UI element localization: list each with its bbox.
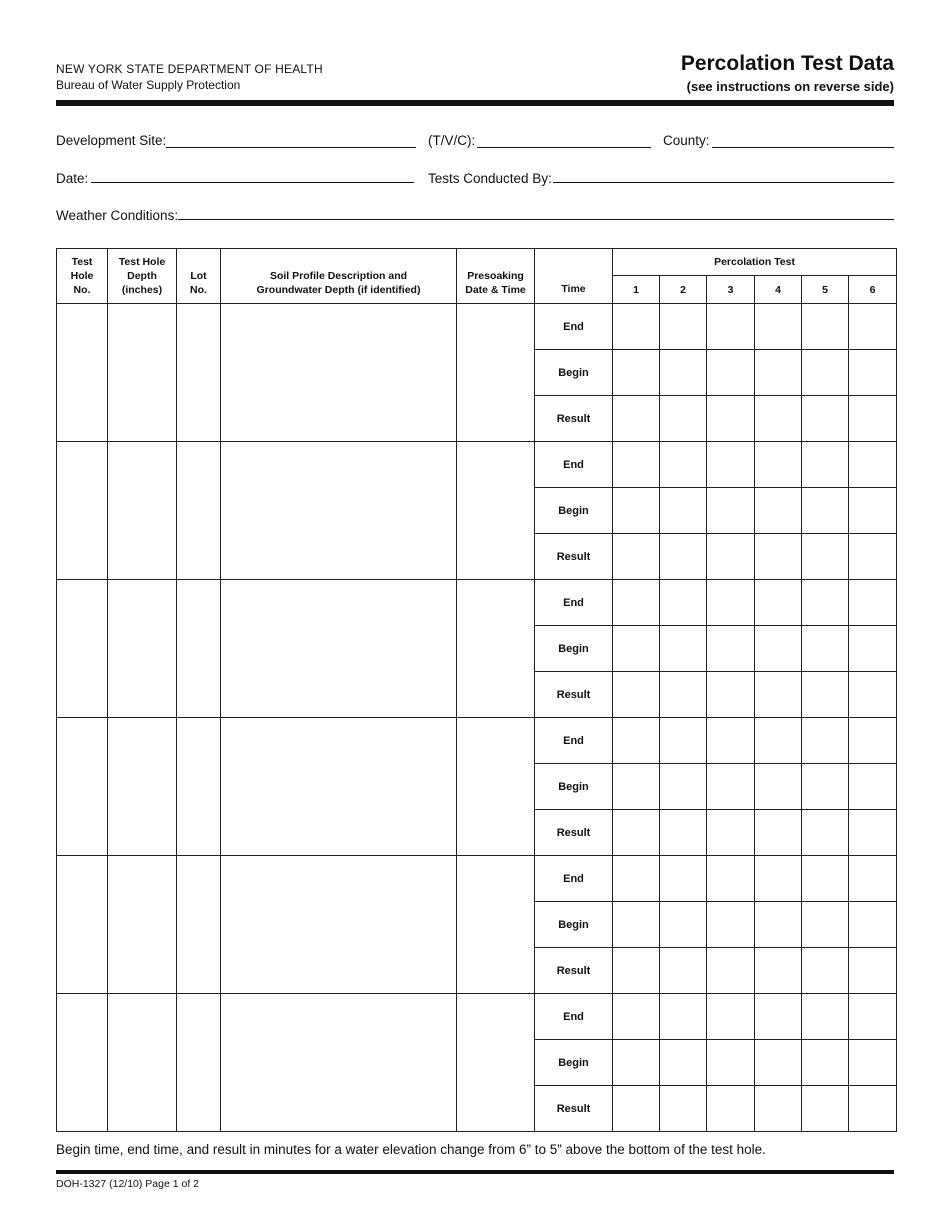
test-1-cell[interactable] [613, 1040, 660, 1086]
test-5-cell[interactable] [802, 534, 849, 580]
test-6-cell[interactable] [849, 856, 897, 902]
test-5-cell[interactable] [802, 580, 849, 626]
test-6-cell[interactable] [849, 718, 897, 764]
test-6-cell[interactable] [849, 764, 897, 810]
test-5-cell[interactable] [802, 350, 849, 396]
tests-conducted-by-line[interactable] [553, 182, 894, 183]
test-1-cell[interactable] [613, 718, 660, 764]
time-label-cell: Begin [535, 626, 613, 672]
header-lot-no [177, 249, 221, 304]
test-5-cell[interactable] [802, 810, 849, 856]
county-line[interactable] [712, 147, 894, 148]
test-6-cell[interactable] [849, 902, 897, 948]
tvc-label: (T/V/C): [428, 133, 476, 148]
test-1-cell[interactable] [613, 442, 660, 488]
test-1-cell[interactable] [613, 948, 660, 994]
test-2-cell[interactable] [660, 488, 707, 534]
time-label-cell: Begin [535, 764, 613, 810]
test-hole-no-cell[interactable] [57, 442, 108, 580]
presoaking-cell[interactable] [457, 304, 535, 442]
test-5-cell[interactable] [802, 856, 849, 902]
table-row [57, 718, 897, 764]
test-4-cell[interactable] [755, 764, 802, 810]
header-time-label: Time [561, 283, 586, 295]
depth-cell[interactable] [108, 718, 177, 856]
header-test-1: 1 [613, 276, 660, 304]
test-5-cell[interactable] [802, 488, 849, 534]
depth-cell[interactable] [108, 856, 177, 994]
lot-no-cell[interactable] [177, 856, 221, 994]
table-row [57, 994, 897, 1040]
tvc-line[interactable] [477, 147, 651, 148]
test-1-cell[interactable] [613, 994, 660, 1040]
test-2-cell[interactable] [660, 994, 707, 1040]
header-percolation-test [613, 249, 897, 276]
bureau-name: Bureau of Water Supply Protection [56, 78, 241, 92]
footer-note: Begin time, end time, and result in minutes for a water elevation change from 6” to 5” above the bottom of the test hole. [56, 1142, 766, 1157]
time-label-cell: End [535, 856, 613, 902]
test-1-cell[interactable] [613, 534, 660, 580]
test-1-cell[interactable] [613, 488, 660, 534]
weather-conditions-label: Weather Conditions: [56, 208, 179, 223]
test-4-cell[interactable] [755, 488, 802, 534]
header-test-6: 6 [849, 276, 897, 304]
test-6-cell[interactable] [849, 534, 897, 580]
test-2-cell[interactable] [660, 1086, 707, 1132]
test-6-cell[interactable] [849, 350, 897, 396]
test-4-cell[interactable] [755, 580, 802, 626]
test-3-cell[interactable] [707, 948, 755, 994]
test-6-cell[interactable] [849, 304, 897, 350]
test-5-cell[interactable] [802, 626, 849, 672]
time-label-cell: Result [535, 396, 613, 442]
test-5-cell[interactable] [802, 948, 849, 994]
table-row [57, 856, 897, 902]
header-line: Soil Profile Description and [269, 270, 408, 282]
soil-profile-cell[interactable] [221, 994, 457, 1132]
test-3-cell[interactable] [707, 580, 755, 626]
test-3-cell[interactable] [707, 534, 755, 580]
weather-conditions-line[interactable] [178, 219, 894, 220]
test-hole-no-cell[interactable] [57, 718, 108, 856]
time-label-cell: Result [535, 672, 613, 718]
presoaking-cell[interactable] [457, 580, 535, 718]
test-2-cell[interactable] [660, 672, 707, 718]
test-3-cell[interactable] [707, 718, 755, 764]
test-4-cell[interactable] [755, 856, 802, 902]
header-line: Depth [127, 270, 157, 282]
test-3-cell[interactable] [707, 442, 755, 488]
test-6-cell[interactable] [849, 994, 897, 1040]
form-subtitle: (see instructions on reverse side) [686, 79, 894, 94]
header-time [535, 249, 613, 304]
test-5-cell[interactable] [802, 1040, 849, 1086]
presoaking-cell[interactable] [457, 718, 535, 856]
test-2-cell[interactable] [660, 396, 707, 442]
test-3-cell[interactable] [707, 810, 755, 856]
soil-profile-cell[interactable] [221, 856, 457, 994]
header-line: Hole [70, 270, 94, 282]
test-4-cell[interactable] [755, 534, 802, 580]
lot-no-cell[interactable] [177, 718, 221, 856]
form-title: Percolation Test Data [680, 52, 894, 75]
test-5-cell[interactable] [802, 718, 849, 764]
test-4-cell[interactable] [755, 994, 802, 1040]
test-2-cell[interactable] [660, 948, 707, 994]
test-3-cell[interactable] [707, 1086, 755, 1132]
test-2-cell[interactable] [660, 764, 707, 810]
depth-cell[interactable] [108, 442, 177, 580]
test-hole-no-cell[interactable] [57, 856, 108, 994]
test-6-cell[interactable] [849, 810, 897, 856]
test-2-cell[interactable] [660, 350, 707, 396]
test-4-cell[interactable] [755, 948, 802, 994]
test-4-cell[interactable] [755, 1040, 802, 1086]
header-line: (inches) [121, 284, 163, 296]
test-1-cell[interactable] [613, 672, 660, 718]
lot-no-cell[interactable] [177, 442, 221, 580]
time-label-cell: End [535, 442, 613, 488]
time-label-cell: Begin [535, 1040, 613, 1086]
test-5-cell[interactable] [802, 902, 849, 948]
depth-cell[interactable] [108, 994, 177, 1132]
header-rule [56, 100, 894, 106]
test-1-cell[interactable] [613, 902, 660, 948]
time-label-cell: Begin [535, 902, 613, 948]
test-5-cell[interactable] [802, 672, 849, 718]
test-1-cell[interactable] [613, 856, 660, 902]
test-6-cell[interactable] [849, 1086, 897, 1132]
test-3-cell[interactable] [707, 488, 755, 534]
test-1-cell[interactable] [613, 764, 660, 810]
time-label-cell: End [535, 304, 613, 350]
time-label-cell: Begin [535, 350, 613, 396]
depth-cell[interactable] [108, 304, 177, 442]
depth-cell[interactable] [108, 580, 177, 718]
test-5-cell[interactable] [802, 764, 849, 810]
date-label: Date: [56, 171, 89, 186]
header-test-5: 5 [802, 276, 849, 304]
test-3-cell[interactable] [707, 1040, 755, 1086]
test-1-cell[interactable] [613, 580, 660, 626]
test-hole-no-cell[interactable] [57, 580, 108, 718]
header-line: Test [71, 256, 93, 268]
lot-no-cell[interactable] [177, 994, 221, 1132]
time-label-cell: Result [535, 948, 613, 994]
header-percolation-label: Percolation Test [714, 256, 795, 268]
time-label-cell: End [535, 994, 613, 1040]
test-4-cell[interactable] [755, 626, 802, 672]
test-5-cell[interactable] [802, 442, 849, 488]
time-label-cell: Result [535, 1086, 613, 1132]
presoaking-cell[interactable] [457, 856, 535, 994]
test-6-cell[interactable] [849, 442, 897, 488]
test-3-cell[interactable] [707, 626, 755, 672]
test-6-cell[interactable] [849, 626, 897, 672]
table-row [57, 304, 897, 350]
soil-profile-cell[interactable] [221, 442, 457, 580]
test-1-cell[interactable] [613, 396, 660, 442]
test-4-cell[interactable] [755, 1086, 802, 1132]
soil-profile-cell[interactable] [221, 718, 457, 856]
header-test-2: 2 [660, 276, 707, 304]
test-1-cell[interactable] [613, 350, 660, 396]
header-test-4: 4 [755, 276, 802, 304]
test-2-cell[interactable] [660, 534, 707, 580]
test-2-cell[interactable] [660, 626, 707, 672]
test-1-cell[interactable] [613, 810, 660, 856]
test-5-cell[interactable] [802, 1086, 849, 1132]
test-2-cell[interactable] [660, 304, 707, 350]
time-label-cell: Result [535, 810, 613, 856]
test-6-cell[interactable] [849, 948, 897, 994]
test-2-cell[interactable] [660, 902, 707, 948]
header-line: Presoaking [467, 270, 524, 282]
test-6-cell[interactable] [849, 672, 897, 718]
date-line[interactable] [91, 182, 414, 183]
test-3-cell[interactable] [707, 994, 755, 1040]
header-line: Date & Time [465, 284, 526, 296]
test-2-cell[interactable] [660, 856, 707, 902]
test-2-cell[interactable] [660, 442, 707, 488]
test-2-cell[interactable] [660, 580, 707, 626]
test-5-cell[interactable] [802, 396, 849, 442]
test-4-cell[interactable] [755, 902, 802, 948]
agency-name: NEW YORK STATE DEPARTMENT OF HEALTH [56, 62, 323, 76]
test-1-cell[interactable] [613, 1086, 660, 1132]
test-2-cell[interactable] [660, 718, 707, 764]
test-5-cell[interactable] [802, 994, 849, 1040]
time-label-cell: Begin [535, 488, 613, 534]
test-3-cell[interactable] [707, 396, 755, 442]
test-1-cell[interactable] [613, 626, 660, 672]
table-body [57, 304, 897, 1132]
header-soil-profile [221, 249, 457, 304]
test-2-cell[interactable] [660, 810, 707, 856]
header-presoaking [457, 249, 535, 304]
header-test-hole-no [57, 249, 108, 304]
header-test-3: 3 [707, 276, 755, 304]
test-3-cell[interactable] [707, 764, 755, 810]
test-1-cell[interactable] [613, 304, 660, 350]
time-label-cell: End [535, 718, 613, 764]
header-line: Lot [190, 270, 207, 282]
test-4-cell[interactable] [755, 396, 802, 442]
lot-no-cell[interactable] [177, 580, 221, 718]
footer-rule [56, 1170, 894, 1174]
test-6-cell[interactable] [849, 488, 897, 534]
presoaking-cell[interactable] [457, 994, 535, 1132]
test-4-cell[interactable] [755, 442, 802, 488]
test-2-cell[interactable] [660, 1040, 707, 1086]
presoaking-cell[interactable] [457, 442, 535, 580]
header-line: Groundwater Depth (if identified) [256, 284, 421, 296]
header-line: Test Hole [118, 256, 166, 268]
test-4-cell[interactable] [755, 304, 802, 350]
test-4-cell[interactable] [755, 672, 802, 718]
test-4-cell[interactable] [755, 350, 802, 396]
lot-no-cell[interactable] [177, 304, 221, 442]
development-site-line[interactable] [166, 147, 416, 148]
header-test-hole-depth [108, 249, 177, 304]
test-6-cell[interactable] [849, 1040, 897, 1086]
test-4-cell[interactable] [755, 810, 802, 856]
soil-profile-cell[interactable] [221, 304, 457, 442]
test-4-cell[interactable] [755, 718, 802, 764]
test-hole-no-cell[interactable] [57, 304, 108, 442]
test-6-cell[interactable] [849, 396, 897, 442]
test-3-cell[interactable] [707, 350, 755, 396]
test-5-cell[interactable] [802, 304, 849, 350]
county-label: County: [663, 133, 710, 148]
tests-conducted-by-label: Tests Conducted By: [428, 171, 552, 186]
development-site-label: Development Site: [56, 133, 167, 148]
test-6-cell[interactable] [849, 580, 897, 626]
form-id: DOH-1327 (12/10) Page 1 of 2 [56, 1178, 200, 1190]
time-label-cell: End [535, 580, 613, 626]
test-3-cell[interactable] [707, 856, 755, 902]
time-label-cell: Result [535, 534, 613, 580]
soil-profile-cell[interactable] [221, 580, 457, 718]
test-3-cell[interactable] [707, 304, 755, 350]
header-line: No. [190, 284, 207, 296]
test-3-cell[interactable] [707, 902, 755, 948]
percolation-table [56, 248, 897, 1132]
header-line: No. [73, 284, 91, 296]
test-hole-no-cell[interactable] [57, 994, 108, 1132]
test-3-cell[interactable] [707, 672, 755, 718]
table-row [57, 442, 897, 488]
table-row [57, 580, 897, 626]
